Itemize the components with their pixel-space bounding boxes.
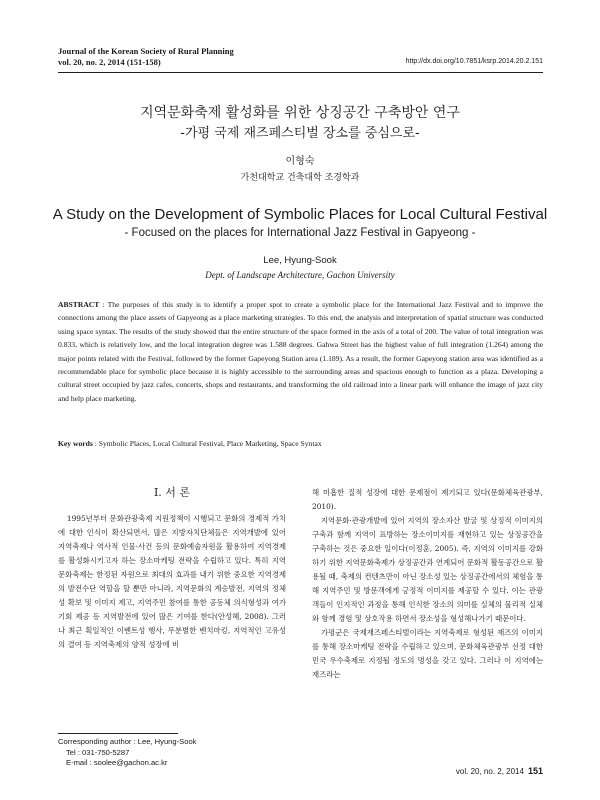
header-rule bbox=[58, 72, 543, 73]
footer-volume: vol. 20, no. 2, 2014 bbox=[455, 767, 524, 776]
english-title: A Study on the Development of Symbolic Places for Local Cultural Festival bbox=[52, 206, 548, 223]
keywords-text: : Symbolic Places, Local Cultural Festival, Place Marketing, Space Syntax bbox=[92, 439, 322, 448]
abstract-label: ABSTRACT bbox=[58, 300, 100, 309]
journal-volume: vol. 20, no. 2, 2014 (151-158) bbox=[58, 56, 161, 67]
page-number: 151 bbox=[527, 766, 543, 776]
abstract-text: : The purposes of this study is to identify a proper spot to create a symbolic place for the International Jazz Festival and to improve the connections among the place assets of Gapyeong as a place marketing strategies. To this end, the analysis and interpretation of spatial structure was conducted using space syntax. The results of the study showed that the entire structure of the space formed in the axis of a total of 200. The value of total integration was 0.833, which is relatively low, and the local integration degree was 1.588 degrees. Gahwa Street has the highest value of full integration (1.264) among the major points related with the Festival, followed by the former Gapeyong Station area (1.189). As a result, the former Gapeyong station area was identified as a recommendable place for symbolic place because it is highly accessible to the surrounding areas and spacious enough to function as a plaza. Developing a cultural street occupied by jazz cafes, concerts, shops and restaurants, and transforming the old railroad into a linear park will enhance the image of jazz city and help place marketing. bbox=[58, 300, 543, 403]
paragraph: 지역문화·관광개발에 있어 지역의 장소자산 발굴 및 상징적 이미지의 구축과 함께 지역이 표방하는 장소이미지를 재현하고 있는 상징공간을 구축하는 것은 중요한 일이다(이정훈, 2005). 즉, 지역의 이미지를 강화하기 위한 지역문화축제가 상징공간과 연계되어 문화적 활동공간으로 활용될 때, 축제의 컨텐츠만이 아닌 장소성 있는 상징공간에서의 체험을 통해 지역주민 및 방문객에게 긍정적 이미지를 제공할 수 있다. 이는 관광객들이 인지적인 과정을 통해 인식한 장소의 의미를 실체의 물리적 실체와 함께 경험 및 상호작용 하면서 장소성을 형성해나가기 때문이다. bbox=[312, 516, 543, 623]
keywords-label: Key words bbox=[58, 439, 93, 448]
korean-title: 지역문화축제 활성화를 위한 상징공간 구축방안 연구 bbox=[140, 105, 460, 121]
doi-link[interactable]: http://dx.doi.org/10.7851/ksrp.2014.20.2.151 bbox=[405, 58, 543, 65]
journal-info bbox=[58, 46, 234, 67]
korean-author: 이형숙 bbox=[285, 156, 315, 167]
english-subtitle: - Focused on the places for International Jazz Festival in Gapyeong - bbox=[124, 227, 476, 239]
body-column-right bbox=[312, 486, 543, 682]
body-column-left bbox=[58, 512, 286, 652]
keywords bbox=[58, 439, 543, 448]
korean-affiliation: 가천대학교 건축대학 조경학과 bbox=[240, 173, 360, 183]
author-email[interactable]: E-mail : soolee@gachon.ac.kr bbox=[66, 758, 168, 767]
corresponding-author: Corresponding author : Lee, Hyung-Sook bbox=[58, 737, 197, 746]
journal-name: Journal of the Korean Society of Rural Planning bbox=[58, 46, 234, 56]
page-footer bbox=[456, 766, 543, 776]
english-affiliation: Dept. of Landscape Architecture, Gachon University bbox=[205, 270, 395, 280]
paragraph: 가평군은 국제재즈페스티벌이라는 지역축제로 형성된 재즈의 이미지를 통해 장소마케팅 전략을 수립하고 있으며, 문화체육관광부 선정 대한민국 우수축제로 지정될 정도의 명성을 갖고 있다. 그러나 이 지역에는 재즈라는 bbox=[312, 628, 543, 679]
abstract bbox=[58, 298, 543, 405]
section-heading: Ⅰ. 서 론 bbox=[153, 486, 191, 499]
paragraph: 해 미흡한 질적 성장에 대한 문제점이 제기되고 있다(문화체육관광부, 2010). bbox=[312, 488, 543, 511]
english-author: Lee, Hyung-Sook bbox=[263, 255, 337, 266]
footnote-rule bbox=[58, 733, 178, 734]
paragraph: 1995년부터 문화관광축제 지원정책이 시행되고 문화의 경제적 가치에 대한 인식이 확산되면서, 많은 지방자치단체들은 지역개발에 있어 지역축제나 역사적 인물·사건 등의 문화예술자원을 활용하여 지역경제를 활성화시키고자 하는 장소마케팅 전략을 수립하고 있다. 특히 지역문화축제는 한정된 자원으로 최대의 효과를 내기 위한 중요한 지역경제의 발전수단 역할을 할 뿐만 아니라, 지역문화의 계승발전, 지역의 정체성 확보 및 이미지 제고, 지역주민 참여를 통한 공동체 의식형성과 여가기회 제공 등 지역발전에 있어 많은 기여를 한다(안성혜, 2008). 그러나 최근 획일적인 이벤트성 행사, 무분별한 벤치마킹, 지역적인 고유성의 결여 등 지역축제의 양적 성장에 비 bbox=[58, 514, 286, 649]
author-tel: Tel : 031-750-5287 bbox=[66, 747, 130, 757]
korean-subtitle: -가평 국제 재즈페스티벌 장소를 중심으로- bbox=[180, 126, 420, 141]
footnote bbox=[58, 737, 196, 769]
